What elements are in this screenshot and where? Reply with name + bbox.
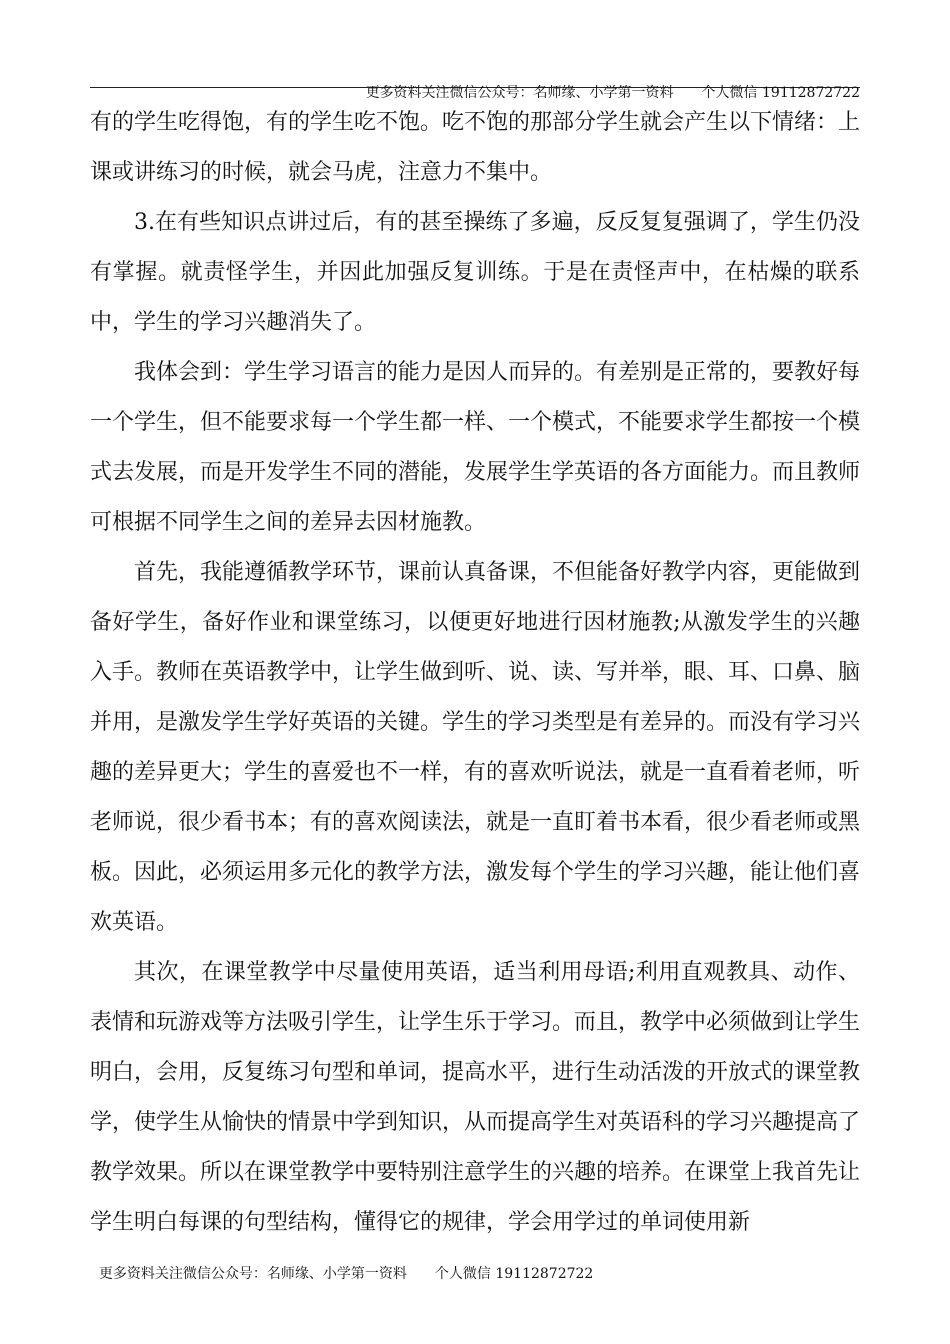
paragraph-2: 3.在有些知识点讲过后，有的甚至操练了多遍，反反复复强调了，学生仍没有掌握。就责怪学生，并因此加强反复训练。于是在责怪声中，在枯燥的联系中，学生的学习兴趣消失了。 [90, 210, 860, 335]
paragraph-1: 有的学生吃得饱，有的学生吃不饱。吃不饱的那部分学生就会产生以下情绪：上课或讲练习的时候，就会马虎，注意力不集中。 [90, 110, 861, 185]
footer-text: 更多资料关注微信公众号：名师缘、小学第一资料 个人微信 19112872722 [98, 1266, 594, 1282]
header-text: 更多资料关注微信公众号：名师缘、小学第一资料 个人微信 19112872722 [365, 85, 860, 101]
paragraph-4: 首先，我能遵循教学环节，课前认真备课，不但能备好教学内容，更能做到备好学生，备好作业和课堂练习，以便更好地进行因材施教;从激发学生的兴趣入手。教师在英语教学中，让学生做到听、说、读、写并举，眼、耳、口鼻、脑并用，是激发学生学好英语的关键。学生的学习类型是有差异的。而没有学习兴趣的差异更大；学生的喜爱也不一样，有的喜欢听说法，就是一直看着老师，听老师说，很少看书本；有的喜欢阅读法，就是一直盯着书本看，很少看老师或黑板。因此，必须运用多元化的教学方法，激发每个学生的学习兴趣，能让他们喜欢英语。 [90, 560, 861, 935]
document-body [90, 98, 860, 1248]
paragraph-3: 我体会到：学生学习语言的能力是因人而异的。有差别是正常的，要教好每一个学生，但不能要求每一个学生都一样、一个模式，不能要求学生都按一个模式去发展，而是开发学生不同的潜能，发展学生学英语的各方面能力。而且教师可根据不同学生之间的差异去因材施教。 [90, 360, 861, 535]
page-header [90, 63, 860, 101]
page-footer [90, 1244, 593, 1284]
paragraph-5: 其次，在课堂教学中尽量使用英语，适当利用母语;利用直观教具、动作、表情和玩游戏等方法吸引学生，让学生乐于学习。而且，教学中必须做到让学生明白，会用，反复练习句型和单词，提高水平，进行生动活泼的开放式的课堂教学，使学生从愉快的情景中学到知识，从而提高学生对英语科的学习兴趣提高了教学效果。所以在课堂教学中要特别注意学生的兴趣的培养。在课堂上我首先让学生明白每课的句型结构，懂得它的规律，学会用学过的单词使用新 [90, 960, 861, 1235]
